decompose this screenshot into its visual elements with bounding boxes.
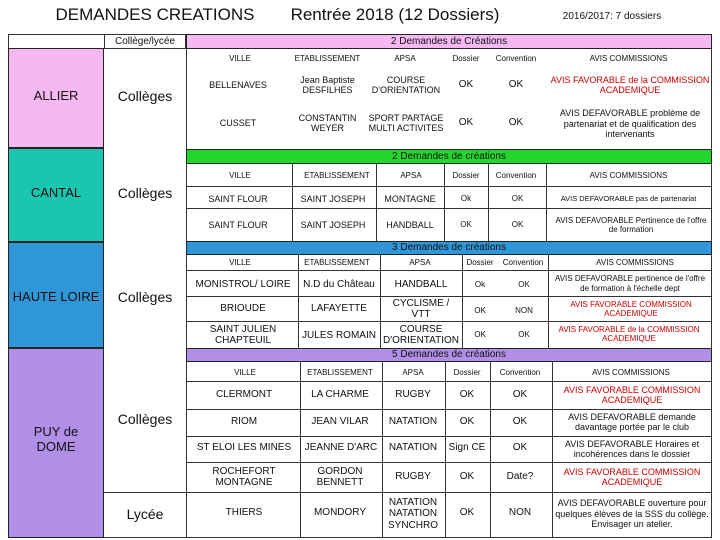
cell-dossier: Ok	[460, 194, 472, 204]
cell-ville: SAINT JULIEN CHAPTEUIL	[209, 323, 277, 346]
cell-convention: OK	[512, 389, 528, 401]
cell-avis: AVIS DEFAVORABLE pertinence de l'offre de formation à l'échelle dept	[554, 274, 706, 293]
dept-label-puy-de-dome: PUY de DOME	[33, 424, 79, 454]
cell-convention: OK	[518, 330, 530, 340]
cell-apsa: COURSE D'ORIENTATION	[383, 323, 459, 346]
cell-ville: CLERMONT	[215, 389, 273, 401]
cell-dossier: Ok	[474, 280, 486, 290]
cell-etab: SAINT JOSEPH	[300, 219, 366, 230]
cell-convention: OK	[508, 117, 524, 129]
col-header-etablissement: ETABLISSEMENT	[307, 368, 373, 378]
cell-convention: NON	[515, 306, 533, 316]
cell-convention: Date?	[506, 471, 534, 483]
cell-apsa: MONTAGNE	[384, 193, 436, 204]
level-puy-de-dome-lycee: Lycée	[126, 505, 164, 522]
col-header-ville: VILLE	[229, 258, 251, 268]
cell-ville: MONISTROL/ LOIRE	[195, 279, 291, 291]
level-allier: Collèges	[117, 87, 173, 104]
cell-convention: OK	[518, 280, 530, 290]
cell-etab: LA CHARME	[311, 389, 369, 401]
cell-apsa: RUGBY	[395, 389, 431, 401]
cell-dossier: OK	[460, 220, 472, 230]
cell-apsa: HANDBALL	[394, 279, 448, 291]
cell-avis: AVIS DEFAVORABLE demande davantage portée par le club	[568, 411, 696, 432]
col-header-convention: Convention	[495, 171, 537, 181]
cell-dossier: OK	[458, 117, 474, 129]
level-puy-de-dome: Collèges	[117, 410, 173, 427]
dept-label-allier: ALLIER	[33, 87, 79, 103]
cell-ville: ROCHEFORT MONTAGNE	[212, 465, 276, 488]
cell-avis: AVIS DEFAVORABLE problème de partenariat et de qualification des intervenants	[559, 108, 701, 140]
cell-avis: AVIS DEFAVORABLE Horaires et incohérences dans le dossier	[564, 438, 700, 459]
cell-convention: OK	[512, 442, 528, 454]
col-header-dossier: Dossier	[466, 258, 494, 268]
cell-etab: SAINT JOSEPH	[300, 193, 366, 204]
cell-dossier: OK	[458, 79, 474, 91]
level-cantal: Collèges	[117, 184, 173, 201]
cell-convention: NON	[508, 507, 532, 519]
col-header-ville: VILLE	[234, 368, 256, 378]
cell-apsa: RUGBY	[395, 471, 431, 483]
col-header-apsa: APSA	[402, 368, 424, 378]
cell-dossier: OK	[459, 416, 475, 428]
cell-ville: CUSSET	[219, 117, 257, 128]
cell-ville: SAINT FLOUR	[208, 193, 268, 204]
cell-convention: OK	[508, 79, 524, 91]
cell-apsa: COURSE D'ORIENTATION	[371, 74, 441, 95]
title-left: DEMANDES CREATIONS	[55, 5, 255, 25]
cell-dossier: OK	[459, 471, 475, 483]
cell-apsa: HANDBALL	[386, 219, 434, 230]
cell-etab: GORDON BENNETT	[316, 465, 364, 488]
cell-avis: AVIS FAVORABLE COMMISSION ACADEMIQUE	[563, 384, 701, 405]
banner-cantal: 2 Demandes de créations	[186, 149, 712, 164]
col-header-apsa: APSA	[400, 171, 422, 181]
cell-convention: OK	[511, 220, 524, 230]
cell-dossier: OK	[474, 330, 486, 340]
cell-ville: RIOM	[230, 416, 258, 428]
cell-etab: JEANNE D'ARC	[304, 442, 378, 454]
col-header-convention: Convention	[502, 258, 544, 268]
cell-apsa: NATATION NATATION SYNCHRO	[387, 496, 438, 531]
col-header-convention: Convention	[499, 368, 541, 378]
col-header-dossier: Dossier	[452, 54, 480, 64]
col-header-dossier: Dossier	[452, 171, 480, 181]
col-header-ville: VILLE	[229, 171, 251, 181]
cell-convention: OK	[511, 194, 524, 204]
cell-apsa: NATATION	[388, 442, 438, 454]
col-header-apsa: APSA	[394, 54, 416, 64]
cell-ville: THIERS	[225, 507, 263, 519]
cell-ville: SAINT FLOUR	[208, 219, 268, 230]
col-header-avis: AVIS COMMISSIONS	[592, 368, 670, 378]
cell-dossier: Sign CE	[448, 442, 486, 454]
title-center: Rentrée 2018 (12 Dossiers)	[290, 5, 500, 25]
cell-avis: AVIS DEFAVORABLE ouverture pour quelques élèves de la SSS du collège. Envisager un atelier.	[555, 498, 709, 530]
subtitle-box: Collège/lycée	[104, 34, 186, 49]
cell-apsa: SPORT PARTAGE MULTI ACTIVITES	[368, 112, 444, 133]
cell-dossier: OK	[459, 507, 475, 519]
cell-avis: AVIS FAVORABLE de la COMMISSION ACADEMIQUE	[558, 324, 700, 343]
cell-etab: JEAN VILAR	[311, 416, 369, 428]
cell-apsa: CYCLISME / VTT	[392, 297, 450, 320]
cell-avis: AVIS DEFAVORABLE pas de partenariat	[560, 193, 697, 203]
col-header-etablissement: ETABLISSEMENT	[304, 171, 370, 181]
cell-etab: JULES ROMAIN	[302, 330, 376, 342]
dept-label-cantal: CANTAL	[30, 184, 82, 200]
col-header-ville: VILLE	[229, 54, 251, 64]
cell-ville: BRIOUDE	[220, 303, 266, 315]
cell-etab: LAFAYETTE	[311, 303, 367, 315]
cell-avis: AVIS FAVORABLE COMMISSION ACADEMIQUE	[570, 299, 692, 318]
cell-etab: N.D du Château	[303, 279, 375, 291]
banner-haute-loire: 3 Demandes de créations	[186, 241, 712, 255]
cell-avis: AVIS FAVORABLE COMMISSION ACADEMIQUE	[563, 466, 701, 487]
banner-puy-de-dome: 5 Demandes de créations	[186, 348, 712, 362]
dept-label-haute-loire: HAUTE LOIRE	[12, 288, 100, 304]
cell-dossier: OK	[459, 389, 475, 401]
col-header-dossier: Dossier	[453, 368, 481, 378]
cell-ville: BELLENAVES	[209, 79, 267, 90]
cell-ville: ST ELOI LES MINES	[196, 442, 292, 454]
cell-etab: CONSTANTIN WEYER	[298, 112, 357, 133]
col-header-avis: AVIS COMMISSIONS	[589, 171, 668, 181]
cell-convention: OK	[512, 416, 528, 428]
level-haute-loire: Collèges	[117, 288, 173, 305]
title-right: 2016/2017: 7 dossiers	[562, 11, 662, 23]
col-header-etablissement: ETABLISSEMENT	[304, 258, 370, 268]
col-header-etablissement: ETABLISSEMENT	[294, 54, 361, 64]
cell-etab: MONDORY	[313, 507, 367, 519]
col-header-avis: AVIS COMMISSIONS	[589, 54, 668, 64]
cell-avis: AVIS DEFAVORABLE Pertinence de l'offre de formation	[555, 215, 707, 234]
cell-avis: AVIS FAVORABLE de la COMMISSION ACADEMIQUE	[550, 74, 710, 95]
col-header-convention: Convention	[495, 54, 537, 64]
cell-dossier: OK	[474, 306, 486, 316]
cell-apsa: NATATION	[388, 416, 438, 428]
col-header-apsa: APSA	[409, 258, 431, 268]
banner-allier: 2 Demandes de Créations	[186, 34, 712, 49]
col-header-avis: AVIS COMMISSIONS	[596, 258, 674, 268]
cell-etab: Jean Baptiste DESFILHES	[300, 74, 355, 95]
